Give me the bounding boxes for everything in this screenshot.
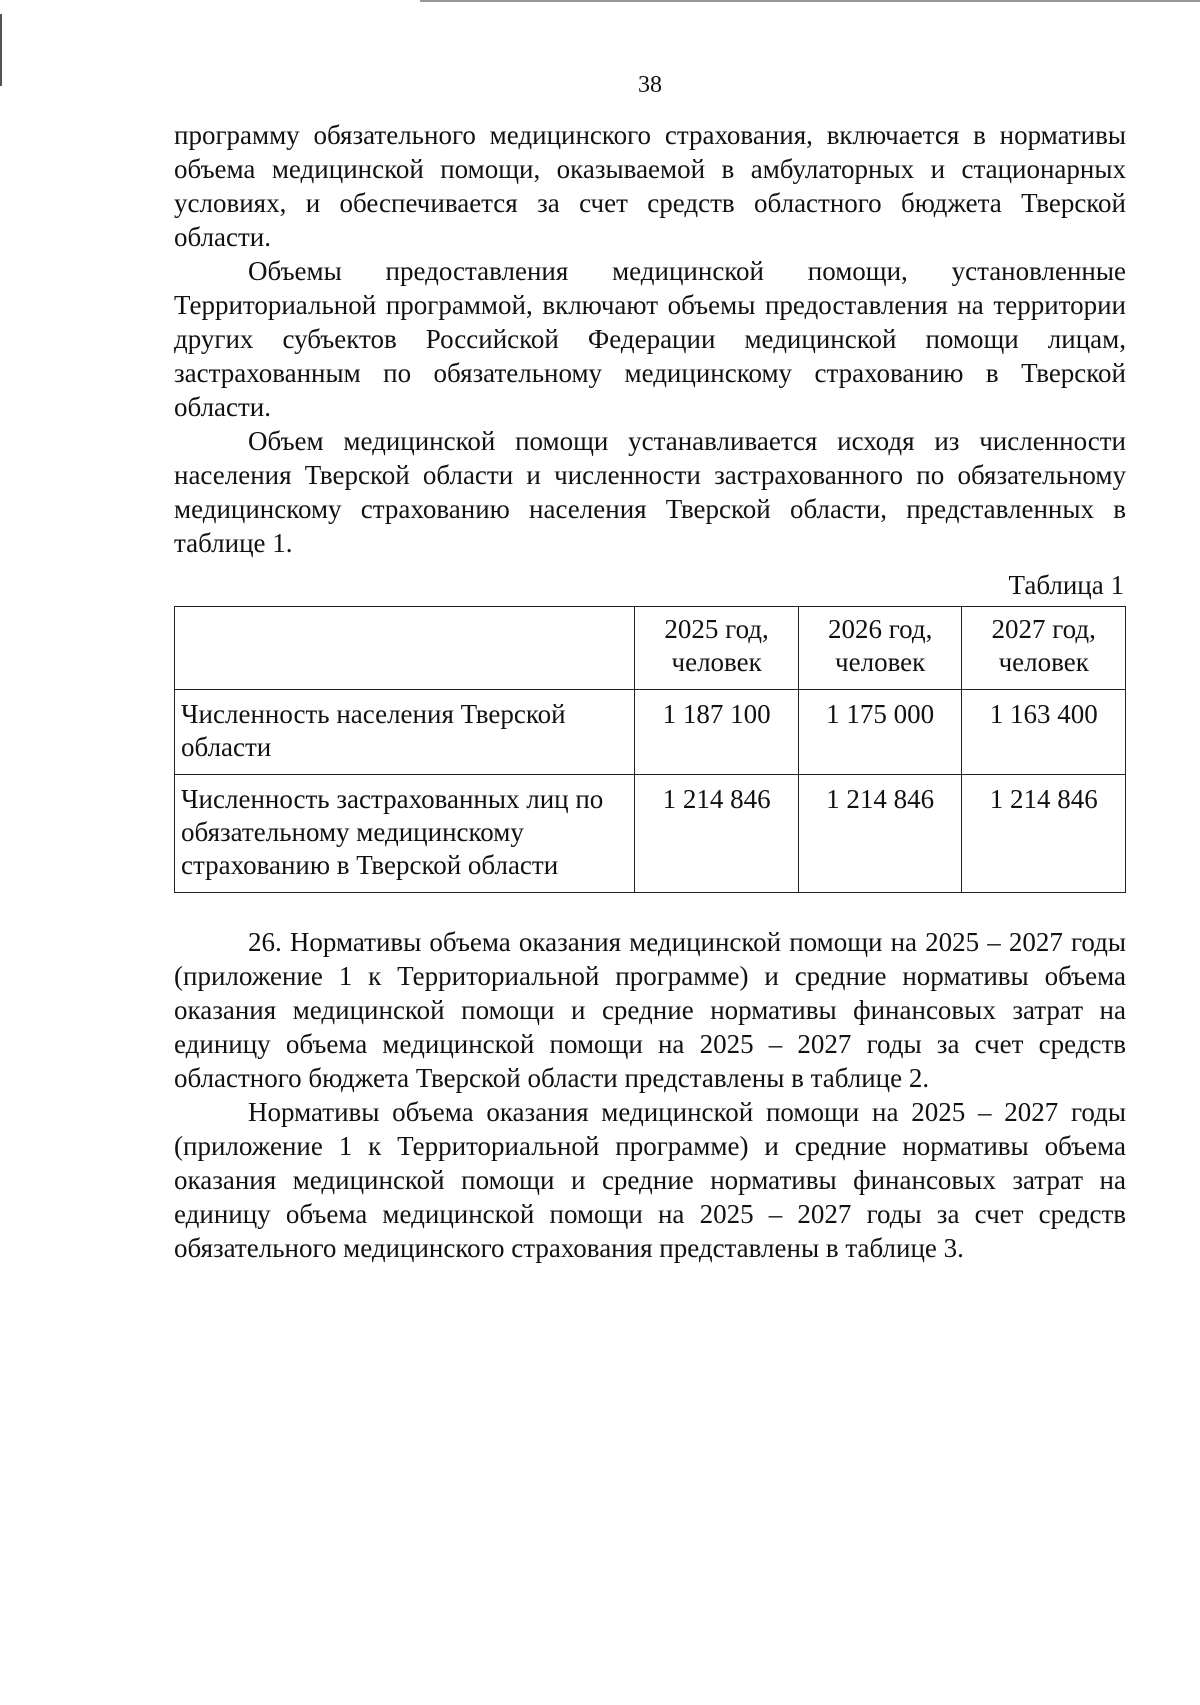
- cell-population-2026: 1 175 000: [798, 690, 962, 775]
- table-header-2026: 2026 год, человек: [798, 607, 962, 690]
- row-label-population: Численность населения Тверской области: [175, 690, 635, 775]
- cell-insured-2027: 1 214 846: [962, 775, 1126, 893]
- paragraph-continuation: программу обязательного медицинского страхования, включается в нормативы объема медицинской помощи, оказываемой в амбулаторных и стационарных условиях, и обеспечивается за счет средств областного бюджета Тверской области.: [174, 120, 1126, 252]
- table-header-empty: [175, 607, 635, 690]
- scan-edge-top: [420, 0, 1200, 2]
- page-number: 38: [638, 72, 662, 98]
- document-body: [174, 118, 1126, 1265]
- paragraph-volumes: Объемы предоставления медицинской помощи, установленные Территориальной программой, включают объемы предоставления на территории других субъектов Российской Федерации медицинской помощи лицам, застрахованным по обязательному медицинскому страхованию в Тверской области.: [174, 256, 1126, 422]
- table-header-2027: 2027 год, человек: [962, 607, 1126, 690]
- table-header-2025: 2025 год, человек: [635, 607, 799, 690]
- table-caption: Таблица 1: [1008, 570, 1124, 600]
- paragraph-population: Объем медицинской помощи устанавливается исходя из численности населения Тверской области и численности застрахованного по обязательному медицинскому страхованию населения Тверской области, представленных в таблице 1.: [174, 426, 1126, 558]
- table-header-row: [175, 607, 1126, 690]
- cell-insured-2025: 1 214 846: [635, 775, 799, 893]
- paragraph-oms-norms: Нормативы объема оказания медицинской помощи на 2025 – 2027 годы (приложение 1 к Территориальной программе) и средние нормативы объема оказания медицинской помощи и средние нормативы финансовых затрат на единицу объема медицинской помощи на 2025 – 2027 годы за счет средств обязательного медицинского страхования представлены в таблице 3.: [174, 1097, 1126, 1263]
- scan-edge-left: [0, 14, 2, 86]
- table-row: [175, 775, 1126, 893]
- row-label-insured: Численность застрахованных лиц по обязательному медицинскому страхованию в Тверской области: [175, 775, 635, 893]
- table-row: [175, 690, 1126, 775]
- paragraph-item-26: 26. Нормативы объема оказания медицинской помощи на 2025 – 2027 годы (приложение 1 к Территориальной программе) и средние нормативы объема оказания медицинской помощи и средние нормативы финансовых затрат на единицу объема медицинской помощи на 2025 – 2027 годы за счет средств областного бюджета Тверской области представлены в таблице 2.: [174, 927, 1126, 1093]
- population-table: [174, 606, 1126, 893]
- cell-insured-2026: 1 214 846: [798, 775, 962, 893]
- cell-population-2025: 1 187 100: [635, 690, 799, 775]
- cell-population-2027: 1 163 400: [962, 690, 1126, 775]
